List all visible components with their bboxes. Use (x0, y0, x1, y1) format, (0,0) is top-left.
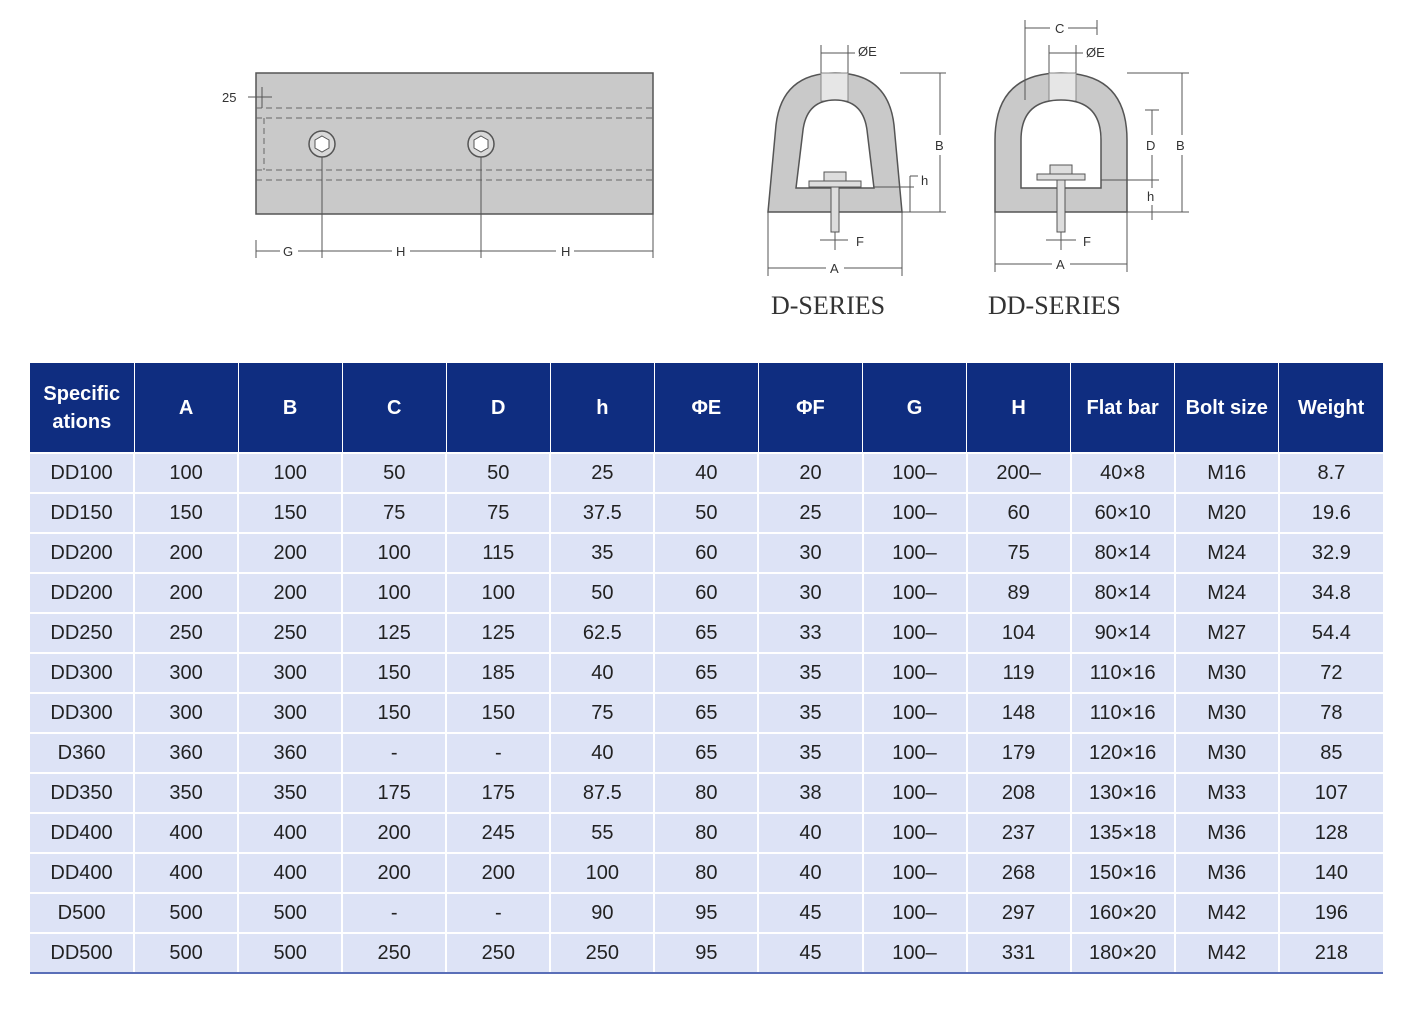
cell-spec: D360 (30, 733, 134, 773)
cell-d: 75 (446, 493, 550, 533)
d-series-drawing (768, 44, 946, 320)
table-row (30, 533, 1383, 573)
cell-b: 400 (238, 853, 342, 893)
cell-h: 208 (967, 773, 1071, 813)
cell-b: 250 (238, 613, 342, 653)
cell-phi-e: 60 (654, 533, 758, 573)
cell-h: 268 (967, 853, 1071, 893)
cell-phi-e: 95 (654, 893, 758, 933)
cell-c: 100 (342, 533, 446, 573)
cell-h: 179 (967, 733, 1071, 773)
cell-bolt-size: M24 (1175, 533, 1279, 573)
dd-dim-d-label: D (1146, 138, 1156, 153)
dim-h1-label: H (396, 244, 406, 259)
col-header-weight: Weight (1279, 363, 1383, 453)
cell-bolt-size: M27 (1175, 613, 1279, 653)
dd-dim-h-label: h (1147, 189, 1155, 204)
cell-phi-e: 65 (654, 653, 758, 693)
cell-weight: 8.7 (1279, 453, 1383, 493)
cell-b: 150 (238, 493, 342, 533)
cell-phi-f: 40 (758, 853, 862, 893)
cell-g: 100– (863, 733, 967, 773)
cell-a: 500 (134, 933, 238, 973)
cell-g: 100– (863, 613, 967, 653)
table-row (30, 773, 1383, 813)
cell-phi-f: 45 (758, 933, 862, 973)
cell-spec: DD500 (30, 933, 134, 973)
cell-c: 175 (342, 773, 446, 813)
cell-phi-e: 65 (654, 733, 758, 773)
cell-a: 200 (134, 573, 238, 613)
cell-g: 100– (863, 493, 967, 533)
cell-weight: 107 (1279, 773, 1383, 813)
cell-spec: DD150 (30, 493, 134, 533)
cell-d: 50 (446, 453, 550, 493)
cell-h: 200– (967, 453, 1071, 493)
cell-phi-f: 35 (758, 693, 862, 733)
cell-phi-f: 33 (758, 613, 862, 653)
col-header-specifications: Specific ations (30, 363, 134, 453)
cell-h-small: 50 (550, 573, 654, 613)
cell-h: 119 (967, 653, 1071, 693)
cell-g: 100– (863, 693, 967, 733)
table-row (30, 693, 1383, 733)
cell-bolt-size: M36 (1175, 813, 1279, 853)
cell-a: 100 (134, 453, 238, 493)
cell-a: 400 (134, 853, 238, 893)
cell-a: 300 (134, 653, 238, 693)
cell-b: 500 (238, 893, 342, 933)
cell-b: 350 (238, 773, 342, 813)
cell-h: 297 (967, 893, 1071, 933)
cell-d: 115 (446, 533, 550, 573)
cell-spec: DD300 (30, 693, 134, 733)
cell-phi-f: 20 (758, 453, 862, 493)
cell-bolt-size: M30 (1175, 733, 1279, 773)
col-header-phi-f: ΦF (758, 363, 862, 453)
dd-dim-e-label: ØE (1086, 45, 1105, 60)
cell-h: 89 (967, 573, 1071, 613)
cell-g: 100– (863, 933, 967, 973)
dim-25-label: 25 (222, 90, 237, 105)
cell-phi-f: 38 (758, 773, 862, 813)
cell-h-small: 75 (550, 693, 654, 733)
cell-g: 100– (863, 453, 967, 493)
dd-dim-c-label: C (1055, 21, 1065, 36)
specification-table (30, 363, 1383, 974)
cell-h-small: 25 (550, 453, 654, 493)
col-header-bolt-size: Bolt size (1175, 363, 1279, 453)
cell-phi-f: 30 (758, 573, 862, 613)
cell-b: 360 (238, 733, 342, 773)
cell-a: 150 (134, 493, 238, 533)
cell-phi-e: 95 (654, 933, 758, 973)
cell-c: - (342, 733, 446, 773)
col-header-b: B (238, 363, 342, 453)
table-row (30, 853, 1383, 893)
cell-bolt-size: M30 (1175, 693, 1279, 733)
cell-weight: 85 (1279, 733, 1383, 773)
cell-d: 245 (446, 813, 550, 853)
cell-a: 200 (134, 533, 238, 573)
cell-d: 100 (446, 573, 550, 613)
cell-weight: 32.9 (1279, 533, 1383, 573)
cell-h-small: 100 (550, 853, 654, 893)
cell-flat-bar: 120×16 (1071, 733, 1175, 773)
d-dim-f-label: F (856, 234, 864, 249)
cell-b: 200 (238, 573, 342, 613)
cell-phi-e: 80 (654, 813, 758, 853)
table-row (30, 453, 1383, 493)
cell-h: 148 (967, 693, 1071, 733)
cell-b: 300 (238, 693, 342, 733)
cell-g: 100– (863, 853, 967, 893)
table-body (30, 453, 1383, 973)
cell-flat-bar: 110×16 (1071, 653, 1175, 693)
cell-h: 104 (967, 613, 1071, 653)
cell-weight: 218 (1279, 933, 1383, 973)
cell-d: 150 (446, 693, 550, 733)
table-row (30, 813, 1383, 853)
cell-d: 125 (446, 613, 550, 653)
cell-flat-bar: 110×16 (1071, 693, 1175, 733)
cell-d: - (446, 893, 550, 933)
cell-h-small: 87.5 (550, 773, 654, 813)
col-header-c: C (342, 363, 446, 453)
col-header-a: A (134, 363, 238, 453)
cell-flat-bar: 130×16 (1071, 773, 1175, 813)
table-row (30, 653, 1383, 693)
cell-d: 175 (446, 773, 550, 813)
table-row (30, 573, 1383, 613)
cell-d: 200 (446, 853, 550, 893)
cell-g: 100– (863, 813, 967, 853)
table-row (30, 733, 1383, 773)
cell-flat-bar: 180×20 (1071, 933, 1175, 973)
cell-spec: DD400 (30, 853, 134, 893)
cell-phi-e: 65 (654, 693, 758, 733)
cell-spec: DD100 (30, 453, 134, 493)
cell-b: 100 (238, 453, 342, 493)
cell-spec: D500 (30, 893, 134, 933)
cell-weight: 128 (1279, 813, 1383, 853)
col-header-phi-e: ΦE (654, 363, 758, 453)
cell-g: 100– (863, 773, 967, 813)
cell-d: 185 (446, 653, 550, 693)
cell-c: - (342, 893, 446, 933)
cell-flat-bar: 90×14 (1071, 613, 1175, 653)
cell-h-small: 62.5 (550, 613, 654, 653)
cell-g: 100– (863, 533, 967, 573)
dd-dim-a-label: A (1056, 257, 1065, 272)
cell-flat-bar: 80×14 (1071, 573, 1175, 613)
cell-a: 360 (134, 733, 238, 773)
cell-bolt-size: M42 (1175, 893, 1279, 933)
cell-h-small: 40 (550, 733, 654, 773)
col-header-g: G (863, 363, 967, 453)
cell-flat-bar: 135×18 (1071, 813, 1175, 853)
cell-weight: 196 (1279, 893, 1383, 933)
cell-a: 350 (134, 773, 238, 813)
cell-d: 250 (446, 933, 550, 973)
dim-g-label: G (283, 244, 294, 259)
cell-flat-bar: 150×16 (1071, 853, 1175, 893)
cell-spec: DD200 (30, 573, 134, 613)
cell-a: 400 (134, 813, 238, 853)
side-view-drawing (222, 73, 653, 259)
cell-phi-f: 35 (758, 653, 862, 693)
cell-bolt-size: M33 (1175, 773, 1279, 813)
cell-phi-e: 80 (654, 773, 758, 813)
cell-flat-bar: 60×10 (1071, 493, 1175, 533)
cell-phi-e: 65 (654, 613, 758, 653)
dd-series-title: DD-SERIES (988, 291, 1121, 320)
dim-h2-label: H (561, 244, 571, 259)
cell-spec: DD300 (30, 653, 134, 693)
cell-bolt-size: M20 (1175, 493, 1279, 533)
cell-b: 500 (238, 933, 342, 973)
cell-h: 75 (967, 533, 1071, 573)
cell-weight: 19.6 (1279, 493, 1383, 533)
cell-h-small: 35 (550, 533, 654, 573)
cell-a: 500 (134, 893, 238, 933)
d-dim-h-label: h (921, 173, 929, 188)
cell-bolt-size: M36 (1175, 853, 1279, 893)
cell-a: 250 (134, 613, 238, 653)
col-header-d: D (446, 363, 550, 453)
cell-b: 300 (238, 653, 342, 693)
d-dim-e-label: ØE (858, 44, 877, 59)
cell-c: 125 (342, 613, 446, 653)
cell-weight: 78 (1279, 693, 1383, 733)
cell-phi-f: 25 (758, 493, 862, 533)
cell-c: 200 (342, 853, 446, 893)
cell-bolt-size: M30 (1175, 653, 1279, 693)
cell-g: 100– (863, 893, 967, 933)
table-header-row (30, 363, 1383, 453)
cell-bolt-size: M16 (1175, 453, 1279, 493)
dd-dim-f-label: F (1083, 234, 1091, 249)
table-row (30, 893, 1383, 933)
cell-flat-bar: 80×14 (1071, 533, 1175, 573)
d-dim-b-label: B (935, 138, 944, 153)
cell-bolt-size: M24 (1175, 573, 1279, 613)
cell-c: 50 (342, 453, 446, 493)
dd-dim-b-label: B (1176, 138, 1185, 153)
cell-c: 200 (342, 813, 446, 853)
cell-h-small: 37.5 (550, 493, 654, 533)
cell-h: 331 (967, 933, 1071, 973)
cell-weight: 72 (1279, 653, 1383, 693)
col-header-h-small: h (550, 363, 654, 453)
cell-spec: DD250 (30, 613, 134, 653)
technical-drawing (0, 0, 1412, 340)
cell-c: 250 (342, 933, 446, 973)
cell-c: 150 (342, 653, 446, 693)
cell-spec: DD350 (30, 773, 134, 813)
cell-c: 150 (342, 693, 446, 733)
cell-phi-e: 80 (654, 853, 758, 893)
cell-phi-e: 50 (654, 493, 758, 533)
cell-bolt-size: M42 (1175, 933, 1279, 973)
cell-weight: 34.8 (1279, 573, 1383, 613)
d-dim-a-label: A (830, 261, 839, 276)
dd-series-drawing (988, 20, 1189, 320)
cell-h-small: 55 (550, 813, 654, 853)
cell-spec: DD200 (30, 533, 134, 573)
cell-phi-f: 35 (758, 733, 862, 773)
cell-flat-bar: 40×8 (1071, 453, 1175, 493)
cell-weight: 54.4 (1279, 613, 1383, 653)
cell-phi-f: 40 (758, 813, 862, 853)
cell-h-small: 250 (550, 933, 654, 973)
cell-spec: DD400 (30, 813, 134, 853)
cell-a: 300 (134, 693, 238, 733)
col-header-h: H (967, 363, 1071, 453)
cell-phi-f: 45 (758, 893, 862, 933)
table-row (30, 493, 1383, 533)
cell-h: 60 (967, 493, 1071, 533)
table-row (30, 933, 1383, 973)
cell-h-small: 40 (550, 653, 654, 693)
cell-weight: 140 (1279, 853, 1383, 893)
cell-h: 237 (967, 813, 1071, 853)
d-series-title: D-SERIES (771, 291, 886, 320)
cell-b: 200 (238, 533, 342, 573)
cell-g: 100– (863, 573, 967, 613)
cell-c: 75 (342, 493, 446, 533)
cell-b: 400 (238, 813, 342, 853)
cell-g: 100– (863, 653, 967, 693)
cell-phi-e: 40 (654, 453, 758, 493)
cell-phi-f: 30 (758, 533, 862, 573)
cell-c: 100 (342, 573, 446, 613)
cell-h-small: 90 (550, 893, 654, 933)
cell-d: - (446, 733, 550, 773)
cell-phi-e: 60 (654, 573, 758, 613)
table-row (30, 613, 1383, 653)
cell-flat-bar: 160×20 (1071, 893, 1175, 933)
col-header-flat-bar: Flat bar (1071, 363, 1175, 453)
